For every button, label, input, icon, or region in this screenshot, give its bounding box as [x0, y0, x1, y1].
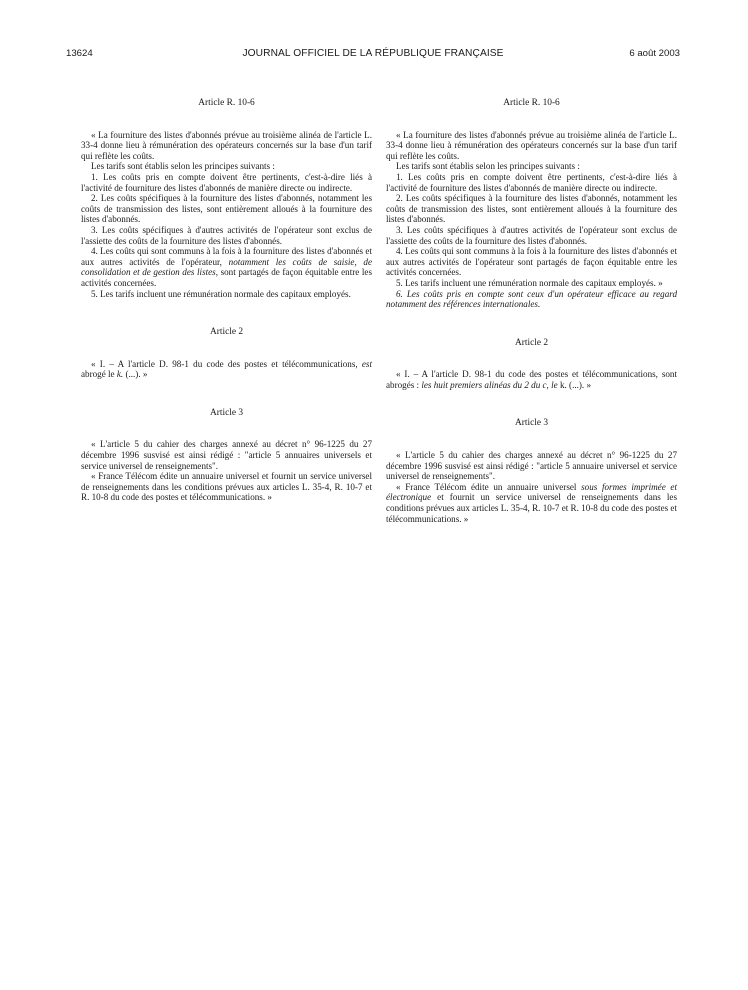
article-heading: Article R. 10-6	[198, 98, 255, 108]
paragraph: « La fourniture des listes d'abonnés prévue au troisième alinéa de l'article L. 33-4 donne lieu à rémunération des opérateurs concernés sur la base d'un tarif qui reflète les coûts.	[386, 129, 677, 161]
paragraph: 4. Les coûts qui sont communs à la fois à la fourniture des listes d'abonnés et aux autres activités de l'opérateur sont partagés de façon équitable entre les activités concernées.	[386, 246, 677, 278]
paragraph: « La fourniture des listes d'abonnés prévue au troisième alinéa de l'article L. 33-4 donne lieu à rémunération des opérateurs concernés sur la base d'un tarif qui reflète les coûts.	[81, 129, 372, 161]
article-heading: Article 3	[514, 418, 549, 429]
paragraph: « France Télécom édite un annuaire universel et fournit un service universel de renseignements dans les conditions prévues aux articles L. 35-4, R. 10-7 et R. 10-8 du code des postes et télécommunications. »	[81, 471, 372, 503]
journal-title: JOURNAL OFFICIEL DE LA RÉPUBLIQUE FRANÇAISE	[242, 48, 504, 59]
publication-date: 6 août 2003	[629, 48, 680, 59]
page-number: 13624	[66, 48, 93, 59]
paragraph: 1. Les coûts pris en compte doivent être pertinents, c'est-à-dire liés à l'activité de fourniture des listes d'abonnés de manière directe ou indirecte.	[81, 171, 372, 193]
paragraph: 5. Les tarifs incluent une rémunération normale des capitaux employés. »	[396, 277, 663, 288]
page-header	[66, 48, 680, 64]
paragraph: « I. – A l'article D. 98-1 du code des postes et télécommunications, sont abrogés : les huit premiers alinéas du 2 du c, le k. (...). »	[386, 369, 677, 390]
paragraph: Les tarifs sont établis selon les principes suivants :	[91, 161, 275, 172]
paragraph: 3. Les coûts spécifiques à d'autres activités de l'opérateur sont exclus de l'assiette des coûts de la fourniture des listes d'abonnés.	[81, 224, 372, 246]
paragraph: 3. Les coûts spécifiques à d'autres activités de l'opérateur sont exclus de l'assiette des coûts de la fourniture des listes d'abonnés.	[386, 224, 677, 246]
paragraph: 2. Les coûts spécifiques à la fourniture des listes d'abonnés, notamment les coûts de transmission des listes, sont entièrement alloués à la fourniture des listes d'abonnés.	[386, 193, 677, 225]
paragraph: « France Télécom édite un annuaire universel sous formes imprimée et électronique et fournit un service universel de renseignements dans les conditions prévues aux articles L. 35-4, R. 10-7 et R. 10-8 du code des postes et télécommunications. »	[386, 481, 677, 524]
paragraph: 4. Les coûts qui sont communs à la fois à la fourniture des listes d'abonnés et aux autres activités de l'opérateur, notamment les coûts de saisie, de consolidation et de gestion des listes, sont partagés de façon équitable entre les activités concernées.	[81, 246, 372, 288]
paragraph: Les tarifs sont établis selon les principes suivants :	[396, 161, 580, 172]
paragraph: 6. Les coûts pris en compte sont ceux d'un opérateur efficace au regard notamment des références internationales.	[386, 288, 677, 310]
paragraph: 5. Les tarifs incluent une rémunération normale des capitaux employés.	[91, 288, 351, 299]
paragraph: « I. – A l'article D. 98-1 du code des postes et télécommunications, est abrogé le k. (...). »	[81, 358, 372, 380]
right-column	[386, 98, 677, 524]
left-column	[81, 98, 372, 503]
article-heading: Article 2	[514, 337, 549, 348]
paragraph: 2. Les coûts spécifiques à la fourniture des listes d'abonnés, notamment les coûts de transmission des listes, sont entièrement alloués à la fourniture des listes d'abonnés.	[81, 193, 372, 225]
article-heading: Article 2	[209, 327, 244, 338]
article-heading: Article 3	[209, 407, 244, 418]
paragraph: 1. Les coûts pris en compte doivent être pertinents, c'est-à-dire liés à l'activité de fourniture des listes d'abonnés de manière directe ou indirecte.	[386, 171, 677, 193]
paragraph: « L'article 5 du cahier des charges annexé au décret n° 96-1225 du 27 décembre 1996 susvisé est ainsi rédigé : "article 5 annuaire universel et service universel de renseignements".	[386, 450, 677, 482]
paragraph: « L'article 5 du cahier des charges annexé au décret n° 96-1225 du 27 décembre 1996 susvisé est ainsi rédigé : "article 5 annuaires universels et service universel de renseignements".	[81, 439, 372, 471]
article-heading: Article R. 10-6	[503, 98, 560, 108]
